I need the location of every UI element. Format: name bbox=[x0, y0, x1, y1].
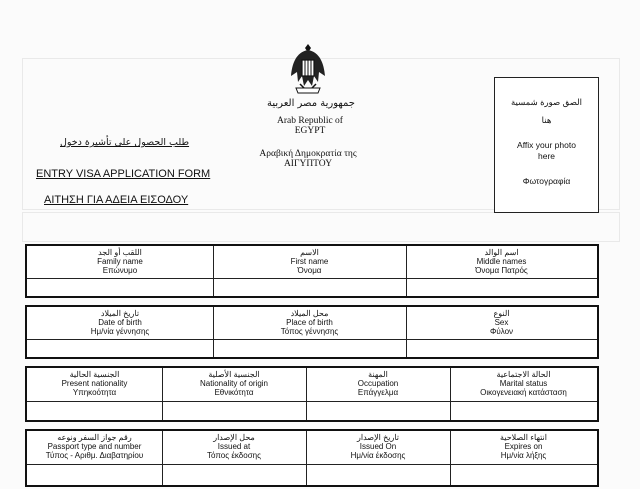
label-arabic: الحالة الاجتماعية bbox=[496, 370, 551, 379]
label-english: Present nationality bbox=[61, 379, 128, 388]
family-name-input[interactable] bbox=[27, 279, 213, 296]
nationality-of-origin-input[interactable] bbox=[163, 402, 306, 420]
label-greek: Ημ/νία έκδοσης bbox=[350, 451, 406, 460]
label-english: Occupation bbox=[357, 379, 399, 388]
label-english: Issued at bbox=[217, 442, 251, 451]
label-english: Middle names bbox=[476, 257, 527, 266]
expires-on-input[interactable] bbox=[451, 465, 597, 485]
label-english: Issued On bbox=[359, 442, 397, 451]
passport-number-input[interactable] bbox=[27, 465, 162, 485]
label-greek: Εθνικότητα bbox=[214, 388, 254, 397]
field-date-of-birth-label bbox=[27, 309, 213, 336]
label-greek: Ημ/νία λήξης bbox=[500, 451, 547, 460]
section-nationality bbox=[25, 366, 599, 422]
photo-greek: Φωτογραφία bbox=[522, 176, 571, 186]
label-arabic: النوع bbox=[493, 309, 510, 318]
field-passport-type-number-label bbox=[27, 433, 162, 460]
middle-names-input[interactable] bbox=[407, 279, 597, 296]
field-issued-at-label bbox=[162, 433, 306, 460]
label-greek: Τόπος γέννησης bbox=[280, 327, 339, 336]
label-arabic: الجنسية الأصلية bbox=[208, 370, 260, 379]
photo-english-line1: Affix your photo bbox=[517, 140, 576, 150]
label-arabic: اللقب أو الجد bbox=[98, 248, 142, 257]
label-english: Sex bbox=[494, 318, 509, 327]
issued-on-input[interactable] bbox=[307, 465, 450, 485]
field-issued-on-label bbox=[306, 433, 450, 460]
label-arabic: المهنة bbox=[368, 370, 388, 379]
label-greek: Τόπος έκδοσης bbox=[207, 451, 261, 460]
photo-arabic-line1: الصق صورة شمسية bbox=[510, 97, 583, 107]
label-english: Place of birth bbox=[286, 318, 333, 327]
field-family-name-label bbox=[27, 248, 213, 275]
photo-english-line2: here bbox=[537, 151, 555, 161]
label-arabic: اسم الوالد bbox=[484, 248, 519, 257]
header-english-line1: Arab Republic of bbox=[277, 116, 343, 126]
label-greek: Τύπος - Αριθμ. Διαβατηρίου bbox=[45, 451, 144, 460]
header-english-name bbox=[250, 116, 370, 136]
label-arabic: الجنسية الحالية bbox=[69, 370, 120, 379]
field-middle-names-label bbox=[406, 248, 597, 275]
label-greek: Υπηκοότητα bbox=[72, 388, 117, 397]
first-name-input[interactable] bbox=[214, 279, 406, 296]
label-arabic: رقم جواز السفر ونوعه bbox=[57, 433, 132, 442]
label-greek: Φύλον bbox=[489, 327, 514, 336]
label-arabic: محل الإصدار bbox=[213, 433, 255, 442]
header-greek-name bbox=[248, 149, 368, 169]
issued-at-input[interactable] bbox=[163, 465, 306, 485]
label-arabic: تاريخ الميلاد bbox=[100, 309, 140, 318]
form-title-english: ENTRY VISA APPLICATION FORM bbox=[36, 168, 211, 180]
field-expires-on-label bbox=[450, 433, 597, 460]
form-title-greek: ΑΙΤΗΣΗ ΓΙΑ ΑΔΕΙΑ ΕΙΣΟΔΟΥ bbox=[44, 194, 189, 206]
field-present-nationality-label bbox=[27, 370, 162, 397]
label-arabic: محل الميلاد bbox=[290, 309, 329, 318]
place-of-birth-input[interactable] bbox=[214, 340, 406, 357]
field-nationality-of-origin-label bbox=[162, 370, 306, 397]
label-arabic: تاريخ الإصدار bbox=[356, 433, 399, 442]
field-first-name-label bbox=[213, 248, 406, 275]
label-english: First name bbox=[290, 257, 329, 266]
header-greek-line1: Αραβική Δημοκρατία της bbox=[259, 149, 357, 159]
label-english: Expires on bbox=[504, 442, 543, 451]
label-greek: Όνομα bbox=[297, 266, 322, 275]
bleed-through-ghost bbox=[22, 212, 620, 242]
sex-input[interactable] bbox=[407, 340, 597, 357]
egypt-eagle-emblem-icon bbox=[288, 42, 328, 96]
field-place-of-birth-label bbox=[213, 309, 406, 336]
label-greek: Επώνυμο bbox=[102, 266, 138, 275]
photo-arabic-line2: هنا bbox=[541, 115, 552, 125]
label-greek: Οικογενειακή κατάσταση bbox=[480, 388, 567, 397]
header-greek-line2: ΑΙΓΥΠΤΟΥ bbox=[283, 159, 333, 169]
field-occupation-label bbox=[306, 370, 450, 397]
marital-status-input[interactable] bbox=[451, 402, 597, 420]
label-english: Passport type and number bbox=[47, 442, 142, 451]
header-arabic-name: جمهورية مصر العربية bbox=[267, 98, 355, 109]
section-names bbox=[25, 244, 599, 298]
header-english-line2: EGYPT bbox=[294, 126, 326, 136]
section-passport bbox=[25, 429, 599, 487]
field-marital-status-label bbox=[450, 370, 597, 397]
present-nationality-input[interactable] bbox=[27, 402, 162, 420]
photo-box[interactable] bbox=[494, 77, 599, 213]
label-arabic: انتهاء الصلاحية bbox=[500, 433, 547, 442]
date-of-birth-input[interactable] bbox=[27, 340, 213, 357]
label-english: Date of birth bbox=[98, 318, 142, 327]
label-english: Nationality of origin bbox=[199, 379, 269, 388]
label-arabic: الاسم bbox=[300, 248, 319, 257]
label-english: Family name bbox=[97, 257, 143, 266]
occupation-input[interactable] bbox=[307, 402, 450, 420]
label-english: Marital status bbox=[499, 379, 548, 388]
label-greek: Ημ/νία γέννησης bbox=[90, 327, 150, 336]
request-arabic-title: طلب الحصول على تأشيرة دخول bbox=[60, 137, 190, 148]
label-greek: Επάγγελμα bbox=[357, 388, 399, 397]
section-birth bbox=[25, 305, 599, 359]
field-sex-label bbox=[406, 309, 597, 336]
label-greek: Όνομα Πατρός bbox=[475, 266, 528, 275]
